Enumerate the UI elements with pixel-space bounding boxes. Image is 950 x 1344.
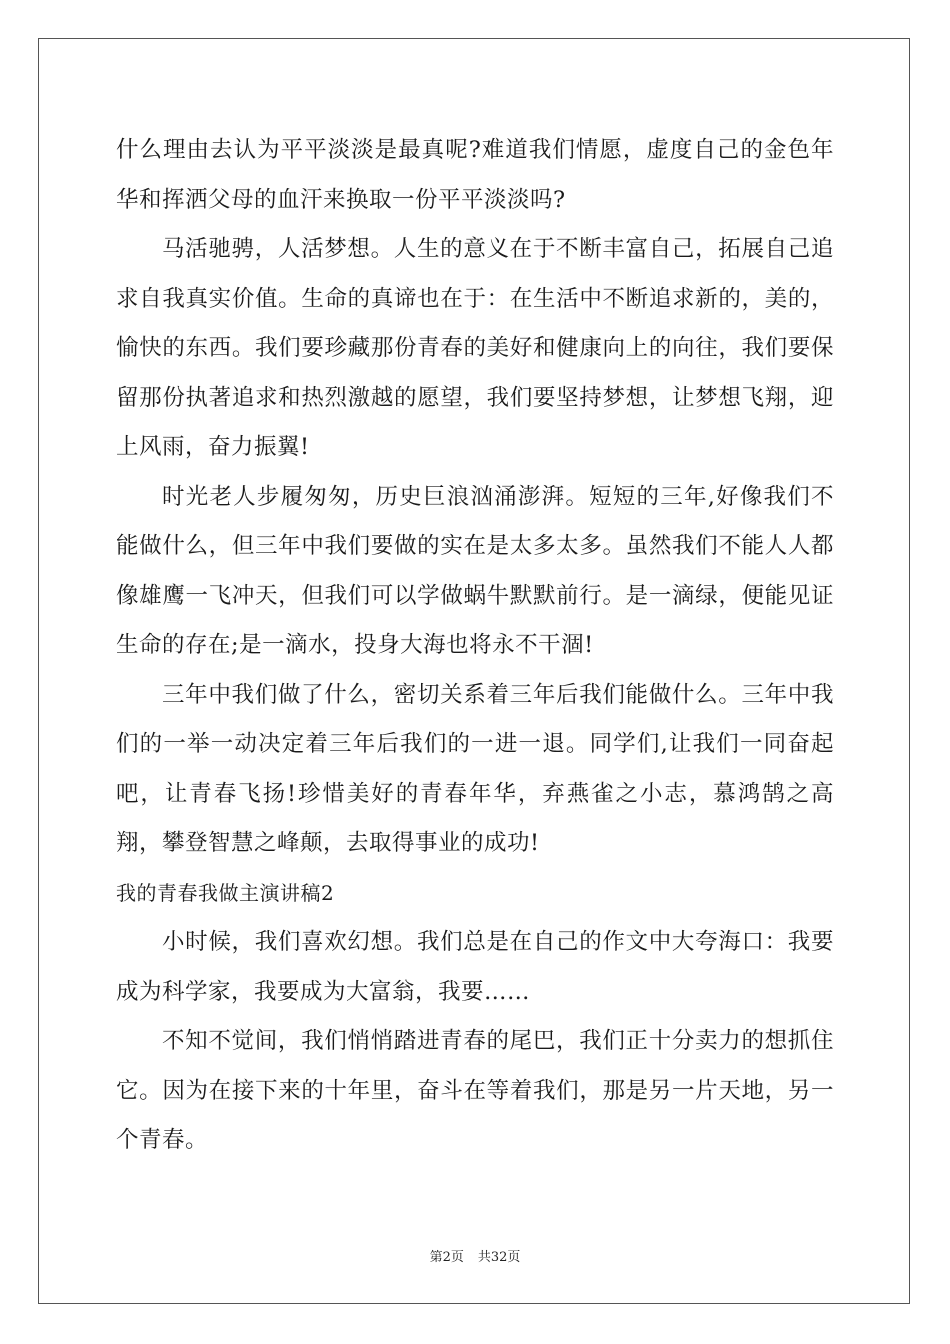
paragraph-3: 时光老人步履匆匆，历史巨浪汹涌澎湃。短短的三年,好像我们不能做什么，但三年中我们要做的实在是太多太多。虽然我们不能人人都像雄鹰一飞冲天，但我们可以学做蜗牛默默前行。是一滴绿，便能见证生命的存在;是一滴水，投身大海也将永不干涸! xyxy=(116,483,834,658)
paragraph-6: 不知不觉间，我们悄悄踏进青春的尾巴，我们正十分卖力的想抓住它。因为在接下来的十年里，奋斗在等着我们，那是另一片天地，另一个青春。 xyxy=(116,1028,834,1153)
document-body xyxy=(116,126,834,1166)
paragraph-5: 小时候，我们喜欢幻想。我们总是在自己的作文中大夸海口：我要成为科学家，我要成为大富翁，我要…… xyxy=(116,929,834,1005)
paragraph-1: 什么理由去认为平平淡淡是最真呢?难道我们情愿，虚度自己的金色年华和挥洒父母的血汗来换取一份平平淡淡吗? xyxy=(116,137,834,213)
paragraph-2: 马活驰骋，人活梦想。人生的意义在于不断丰富自己，拓展自己追求自我真实价值。生命的真谛也在于：在生活中不断追求新的，美的，愉快的东西。我们要珍藏那份青春的美好和健康向上的向往，我们要保留那份执著追求和热烈激越的愿望，我们要坚持梦想，让梦想飞翔，迎上风雨，奋力振翼! xyxy=(116,236,834,460)
paragraph-4: 三年中我们做了什么，密切关系着三年后我们能做什么。三年中我们的一举一动决定着三年后我们的一进一退。同学们,让我们一同奋起吧，让青春飞扬!珍惜美好的青春年华，弃燕雀之小志，慕鸿鹄之高翔，攀登智慧之峰颠，去取得事业的成功! xyxy=(116,681,834,856)
section-heading: 我的青春我做主演讲稿2 xyxy=(116,880,335,905)
page-number: 第2页 xyxy=(429,1250,464,1265)
total-pages: 共32页 xyxy=(477,1250,521,1265)
page-footer xyxy=(0,1246,950,1265)
